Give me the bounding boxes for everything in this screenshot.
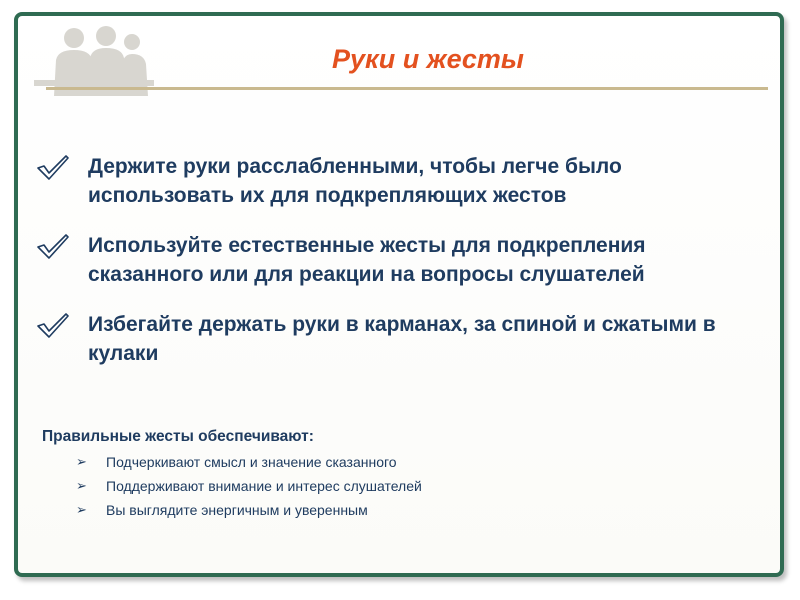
main-bullet-item [36, 231, 766, 289]
main-bullet-text: Используйте естественные жесты для подкрепления сказанного или для реакции на вопросы слушателей [88, 234, 646, 286]
arrow-bullet-icon: ➢ [76, 454, 87, 469]
slide-title: Руки и жесты [331, 44, 524, 74]
main-bullet-list [36, 152, 766, 389]
main-bullet-item [36, 310, 766, 368]
sub-bullet-text: Вы выглядите энергичным и уверенным [106, 502, 368, 518]
title-divider [46, 87, 768, 90]
sub-bullet-list [76, 450, 422, 522]
sub-bullet-item [76, 450, 422, 474]
slide-frame [14, 12, 784, 577]
checkmark-icon [36, 154, 70, 180]
sub-heading: Правильные жесты обеспечивают: [42, 428, 314, 445]
sub-bullet-item [76, 498, 422, 522]
main-bullet-text: Избегайте держать руки в карманах, за спиной и сжатыми в кулаки [88, 313, 716, 365]
business-people-silhouette-icon [34, 20, 154, 96]
checkmark-icon [36, 233, 70, 259]
main-bullet-item [36, 152, 766, 210]
main-bullet-text: Держите руки расслабленными, чтобы легче было использовать их для подкрепляющих жестов [88, 155, 622, 207]
arrow-bullet-icon: ➢ [76, 478, 87, 493]
arrow-bullet-icon: ➢ [76, 502, 87, 517]
sub-bullet-text: Подчеркивают смысл и значение сказанного [106, 454, 397, 470]
sub-bullet-text: Поддерживают внимание и интерес слушателей [106, 478, 422, 494]
checkmark-icon [36, 312, 70, 338]
sub-bullet-item [76, 474, 422, 498]
